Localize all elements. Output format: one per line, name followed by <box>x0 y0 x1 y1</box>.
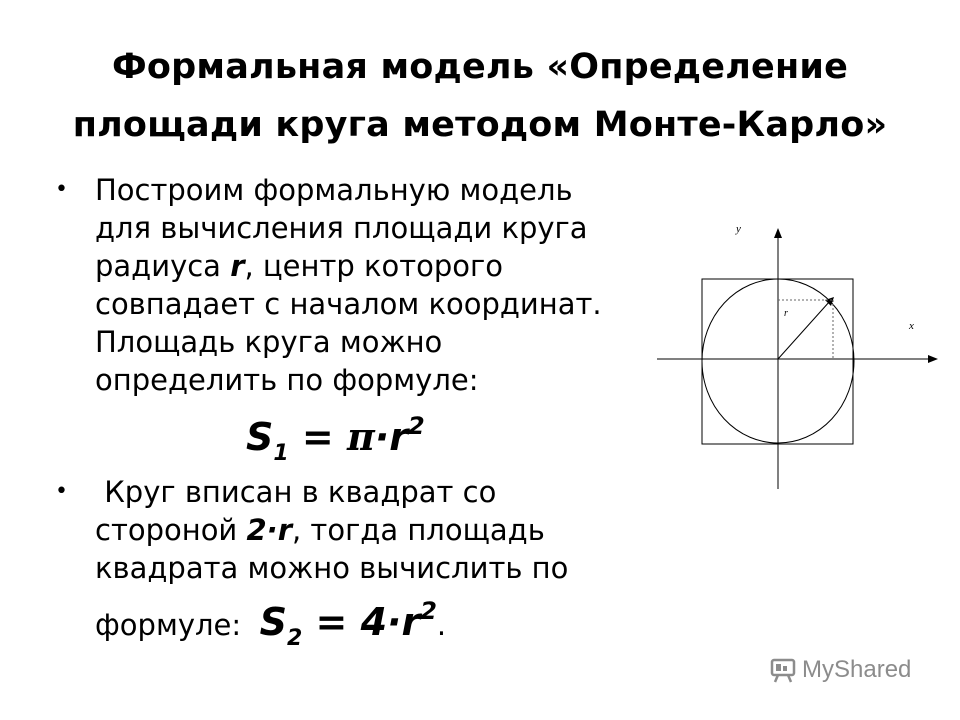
watermark <box>770 656 911 684</box>
radius-label: r <box>784 308 788 319</box>
bullet-2-line-4-text: формуле: <box>95 608 260 642</box>
formula-1-radius: ·r <box>374 415 409 459</box>
formula-2-subscript: 2 <box>286 626 303 651</box>
title-line-1: Формальная модель «Определение <box>111 47 849 87</box>
bullet-1-line-6: определить по формуле: <box>95 363 479 397</box>
bullet-dot-icon: • <box>55 177 68 202</box>
bullet-1-line-3-text: радиуса <box>95 249 231 283</box>
y-axis-arrow-icon <box>774 228 782 238</box>
formula-2-period: . <box>436 608 447 642</box>
bullet-2-line-1: Круг вписан в квадрат со <box>95 475 497 509</box>
presentation-board-icon <box>770 657 796 683</box>
side-variable: 2·r <box>246 513 292 547</box>
bullet-2-line-3: квадрата можно вычислить по <box>95 551 569 585</box>
bullet-dot-icon: • <box>55 479 68 504</box>
bullet-1-line-4: совпадает с началом координат. <box>95 287 602 321</box>
x-axis-label: x <box>909 320 914 332</box>
title-line-2: площади круга методом Монте-Карло» <box>72 105 888 145</box>
y-axis-label: y <box>736 223 741 235</box>
bullet-1-line-5: Площадь круга можно <box>95 325 443 359</box>
bullet-2-line-2-rest: , тогда площадь <box>292 513 545 547</box>
formula-2-exponent: 2 <box>420 597 437 625</box>
bullet-1-line-2: для вычисления площади круга <box>95 211 588 245</box>
bullet-1-line-3-rest: , центр которого <box>244 249 504 283</box>
formula-1-subscript: 1 <box>273 441 289 466</box>
bullet-2-line-2-text: стороной <box>95 513 247 547</box>
x-axis-arrow-icon <box>928 355 938 363</box>
formula-1-exponent: 2 <box>408 412 425 440</box>
radius-variable: r <box>230 249 245 283</box>
formula-2-rhs: = 4·r <box>302 600 421 644</box>
formula-2-lhs: S <box>259 600 287 644</box>
bullet-1-line-1: Построим формальную модель <box>95 173 573 207</box>
watermark-text: MyShared <box>802 656 912 683</box>
formula-1-lhs: S <box>246 415 274 459</box>
formula-1-equals: = <box>288 415 347 459</box>
pi-symbol: π <box>347 414 375 459</box>
